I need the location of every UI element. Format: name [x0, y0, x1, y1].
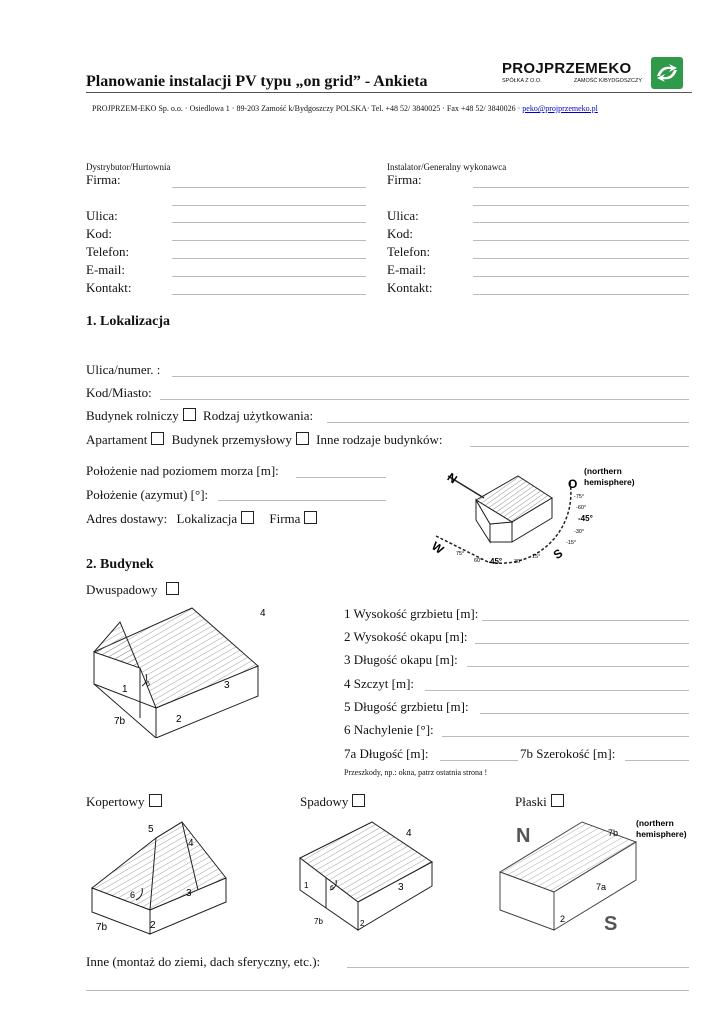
- firma-checkbox[interactable]: [304, 511, 317, 524]
- left-kod-field[interactable]: [172, 240, 366, 241]
- przemyslowy-checkbox[interactable]: [296, 432, 309, 445]
- flat-num-7b: 7b: [608, 828, 619, 838]
- szerokosc-7b-input[interactable]: [625, 760, 689, 761]
- hip-roof-diagram: [86, 818, 246, 943]
- south-angle-4: 30°: [514, 559, 523, 565]
- right-kod-label: Kod:: [387, 226, 413, 241]
- obstacles-note: Przeszkody, np.: okna, patrz ostatnia strona !: [344, 768, 488, 777]
- spadowy-label: Spadowy: [300, 794, 349, 809]
- flat-hemisphere-2: hemisphere): [636, 829, 687, 839]
- inne-rodzaje-field[interactable]: [470, 446, 689, 447]
- south-angle-5: 15°: [532, 554, 541, 560]
- flat-num-2: 2: [560, 914, 566, 924]
- apartament-checkbox[interactable]: [151, 432, 164, 445]
- compass-w: W: [429, 538, 447, 557]
- left-firma-field[interactable]: [172, 187, 366, 188]
- dlugosc-7a-label: 7a Długość [m]:: [344, 746, 429, 761]
- building-row-1: [86, 408, 313, 424]
- field-4-label: 4 Szczyt [m]:: [344, 676, 415, 691]
- dwuspadowy-label: Dwuspadowy: [86, 582, 158, 597]
- flat-roof-diagram: [496, 812, 696, 943]
- hemisphere-1: (northern: [584, 466, 622, 476]
- field-5-input[interactable]: [480, 713, 689, 714]
- kod-miasto-field[interactable]: [160, 399, 689, 400]
- hip-num-2: 2: [150, 920, 156, 931]
- right-kontakt-field[interactable]: [473, 294, 689, 295]
- hip-num-7b: 7b: [96, 922, 108, 933]
- kopertowy-row: [86, 794, 162, 810]
- adres-dostawy-label: Adres dostawy:: [86, 511, 168, 526]
- right-telefon-field[interactable]: [473, 258, 689, 259]
- shed-num-1: 1: [304, 881, 309, 890]
- apartament-label: Apartament: [86, 432, 148, 447]
- field-1-label: 1 Wysokość grzbietu [m]:: [344, 606, 479, 621]
- logo-emblem-icon: [650, 56, 684, 95]
- page-title: Planowanie instalacji PV typu „on grid” - Ankieta: [86, 73, 428, 90]
- right-email-label: E-mail:: [387, 262, 426, 277]
- budynek-rolniczy-label: Budynek rolniczy: [86, 408, 179, 423]
- gable-num-6: 6: [146, 681, 150, 688]
- left-kontakt-field[interactable]: [172, 294, 366, 295]
- plaski-checkbox[interactable]: [551, 794, 564, 807]
- field-1-input[interactable]: [482, 620, 689, 621]
- company-line: [92, 104, 598, 113]
- right-ulica-field[interactable]: [473, 222, 689, 223]
- logo-text: PROJPRZEMEKO: [502, 60, 632, 77]
- shed-roof-diagram: [296, 818, 446, 943]
- right-firma-field-2[interactable]: [473, 205, 689, 206]
- header-rule: [86, 92, 692, 93]
- plaski-label: Płaski: [515, 794, 547, 809]
- field-4-input[interactable]: [425, 690, 689, 691]
- flat-hemisphere-1: (northern: [636, 818, 674, 828]
- section-2-heading: 2. Budynek: [86, 557, 154, 572]
- ulica-numer-field[interactable]: [172, 376, 689, 377]
- shed-num-4: 4: [406, 828, 412, 839]
- compass-o: O: [568, 477, 578, 491]
- company-address: PROJPRZEM-EKO Sp. o.o. · Osiedlowa 1 · 89-203 Zamość k/Bydgoszczy POLSKA· Tel. +48 52/ 3840025 · Fax +48 52/ 3840026 ·: [92, 104, 523, 113]
- field-3-label: 3 Długość okapu [m]:: [344, 652, 458, 667]
- shed-num-6: 6: [330, 885, 334, 892]
- south-angle-1: 75°: [456, 551, 465, 557]
- building-row-2: [86, 432, 442, 448]
- right-firma-field[interactable]: [473, 187, 689, 188]
- gable-num-2: 2: [176, 714, 182, 725]
- inne-label: Inne (montaż do ziemi, dach sferyczny, etc.):: [86, 954, 321, 969]
- plaski-row: [515, 794, 564, 810]
- hip-num-6: 6: [130, 890, 136, 900]
- orientation-diagram: [428, 462, 690, 579]
- section-1-heading: 1. Lokalizacja: [86, 314, 170, 329]
- right-kontakt-label: Kontakt:: [387, 280, 433, 295]
- compass-n: N: [444, 469, 460, 487]
- left-telefon-field[interactable]: [172, 258, 366, 259]
- east-angle-2: -60°: [576, 505, 587, 511]
- rodzaj-label: Rodzaj użytkowania:: [203, 408, 314, 423]
- logo-sub-right: ZAMOŚĆ K/BYDGOSZCZY: [573, 78, 642, 84]
- polozenie-morza-label: Położenie nad poziomem morza [m]:: [86, 463, 279, 478]
- inne-field-2[interactable]: [86, 990, 689, 991]
- lokalizacja-label: Lokalizacja: [176, 511, 238, 526]
- inne-rodzaje-label: Inne rodzaje budynków:: [316, 432, 443, 447]
- hip-num-4: 4: [188, 838, 194, 849]
- shed-num-2: 2: [360, 919, 365, 928]
- left-caption: Dystrybutor/Hurtownia: [86, 162, 171, 172]
- hip-num-3: 3: [186, 888, 192, 899]
- przemyslowy-label: Budynek przemysłowy: [171, 432, 292, 447]
- adres-dostawy-row: [86, 511, 317, 527]
- right-caption: Instalator/Generalny wykonawca: [387, 162, 507, 172]
- field-6-input[interactable]: [442, 736, 689, 737]
- left-firma-field-2[interactable]: [172, 205, 366, 206]
- right-email-field[interactable]: [473, 276, 689, 277]
- polozenie-azymut-field[interactable]: [218, 500, 386, 501]
- szerokosc-7b-label: 7b Szerokość [m]:: [520, 746, 616, 761]
- flat-dir-s: S: [604, 913, 618, 935]
- inne-field[interactable]: [347, 967, 689, 968]
- kopertowy-label: Kopertowy: [86, 794, 145, 809]
- left-email-label: E-mail:: [86, 262, 125, 277]
- logo-sub-left: SPÓŁKA Z O.O.: [502, 78, 542, 84]
- spadowy-checkbox[interactable]: [352, 794, 365, 807]
- right-telefon-label: Telefon:: [387, 244, 431, 259]
- east-angle-4: -30°: [574, 529, 585, 535]
- shed-num-7b: 7b: [314, 917, 323, 926]
- gable-num-4: 4: [260, 608, 266, 619]
- east-angle-5: -15°: [566, 540, 577, 546]
- right-firma-label: Firma:: [387, 172, 422, 187]
- polozenie-azymut-label: Położenie (azymut) [°]:: [86, 487, 209, 502]
- gable-num-7b: 7b: [114, 716, 126, 727]
- south-angle-3: 45°: [490, 557, 503, 566]
- lokalizacja-checkbox[interactable]: [241, 511, 254, 524]
- rodzaj-field[interactable]: [327, 422, 689, 423]
- left-ulica-field[interactable]: [172, 222, 366, 223]
- hip-num-5: 5: [148, 824, 154, 835]
- budynek-rolniczy-checkbox[interactable]: [183, 408, 196, 421]
- email-link[interactable]: peko@projprzemeko.pl: [522, 104, 598, 113]
- polozenie-morza-field[interactable]: [296, 477, 386, 478]
- gable-num-3: 3: [224, 680, 230, 691]
- left-email-field[interactable]: [172, 276, 366, 277]
- gable-num-1: 1: [122, 684, 128, 695]
- kopertowy-checkbox[interactable]: [149, 794, 162, 807]
- field-2-label: 2 Wysokość okapu [m]:: [344, 629, 468, 644]
- field-3-input[interactable]: [467, 666, 689, 667]
- field-6-label: 6 Nachylenie [°]:: [344, 722, 434, 737]
- south-angle-2: 60°: [474, 558, 483, 564]
- flat-dir-n: N: [516, 825, 531, 847]
- field-5-label: 5 Długość grzbietu [m]:: [344, 699, 469, 714]
- compass-s: S: [550, 545, 566, 563]
- left-ulica-label: Ulica:: [86, 208, 118, 223]
- left-kontakt-label: Kontakt:: [86, 280, 132, 295]
- dlugosc-7a-input[interactable]: [440, 760, 518, 761]
- gable-roof-diagram: [90, 598, 280, 743]
- field-2-input[interactable]: [475, 643, 689, 644]
- shed-num-3: 3: [398, 882, 404, 893]
- dwuspadowy-checkbox[interactable]: [166, 582, 179, 595]
- company-logo: [502, 60, 642, 84]
- ulica-numer-label: Ulica/numer. :: [86, 362, 161, 377]
- left-firma-label: Firma:: [86, 172, 121, 187]
- hemisphere-2: hemisphere): [584, 477, 635, 487]
- right-ulica-label: Ulica:: [387, 208, 419, 223]
- left-kod-label: Kod:: [86, 226, 112, 241]
- east-angle-3: -45°: [578, 514, 593, 523]
- left-telefon-label: Telefon:: [86, 244, 130, 259]
- spadowy-row: [300, 794, 365, 810]
- east-angle-1: -75°: [574, 494, 585, 500]
- dwuspadowy-row: [86, 582, 179, 598]
- kod-miasto-label: Kod/Miasto:: [86, 385, 152, 400]
- flat-num-7a: 7a: [596, 882, 607, 892]
- firma-label: Firma: [269, 511, 301, 526]
- right-kod-field[interactable]: [473, 240, 689, 241]
